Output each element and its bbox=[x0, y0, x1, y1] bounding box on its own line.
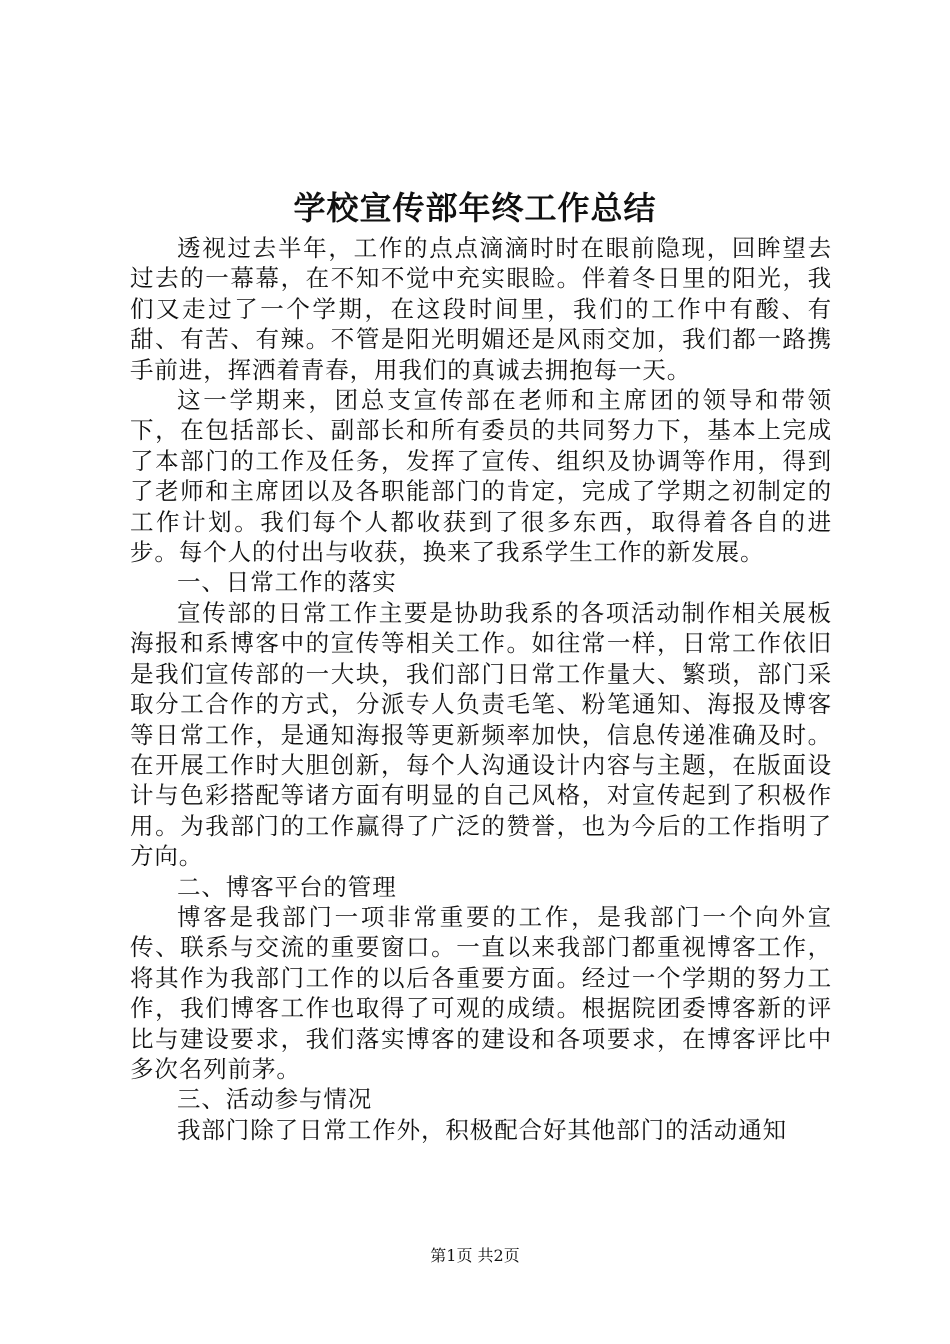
page-footer: 第1页 共2页 bbox=[430, 1246, 520, 1265]
section-heading-activities: 三、活动参与情况 bbox=[177, 1085, 373, 1114]
paragraph-intro: 透视过去半年，工作的点点滴滴时时在眼前隐现，回眸望去过去的一幕幕，在不知不觉中充实眼睑。伴着冬日里的阳光，我们又走过了一个学期，在这段时间里，我们的工作中有酸、有甜、有苦、有辣。不管是阳光明媚还是风雨交加，我们都一路携手前进，挥洒着青春，用我们的真诚去拥抱每一天。 bbox=[130, 234, 832, 384]
section-heading-blog: 二、博客平台的管理 bbox=[177, 872, 397, 901]
paragraph-blog: 博客是我部门一项非常重要的工作，是我部门一个向外宣传、联系与交流的重要窗口。一直以来我部门都重视博客工作，将其作为我部门工作的以后各重要方面。经过一个学期的努力工作，我们博客工作也取得了可观的成绩。根据院团委博客新的评比与建设要求，我们落实博客的建设和各项要求，在博客评比中多次名列前茅。 bbox=[130, 902, 832, 1083]
paragraph-summary: 这一学期来，团总支宣传部在老师和主席团的领导和带领下，在包括部长、副部长和所有委员的共同努力下，基本上完成了本部门的工作及任务，发挥了宣传、组织及协调等作用，得到了老师和主席团以及各职能部门的肯定，完成了学期之初制定的工作计划。我们每个人都收获到了很多东西，取得着各自的进步。每个人的付出与收获，换来了我系学生工作的新发展。 bbox=[130, 386, 832, 567]
paragraph-daily-work: 宣传部的日常工作主要是协助我系的各项活动制作相关展板海报和系博客中的宣传等相关工作。如往常一样，日常工作依旧是我们宣传部的一大块，我们部门日常工作量大、繁琐，部门采取分工合作的方式，分派专人负责毛笔、粉笔通知、海报及博客等日常工作，是通知海报等更新频率加快，信息传递准确及时。在开展工作时大胆创新，每个人沟通设计内容与主题，在版面设计与色彩搭配等诸方面有明显的自己风格，对宣传起到了积极作用。为我部门的工作赢得了广泛的赞誉，也为今后的工作指明了方向。 bbox=[130, 598, 832, 871]
document-body bbox=[130, 233, 832, 1145]
document-title: 学校宣传部年终工作总结 bbox=[293, 189, 657, 227]
section-heading-daily-work: 一、日常工作的落实 bbox=[177, 568, 397, 597]
paragraph-activities: 我部门除了日常工作外，积极配合好其他部门的活动通知 bbox=[177, 1115, 787, 1144]
